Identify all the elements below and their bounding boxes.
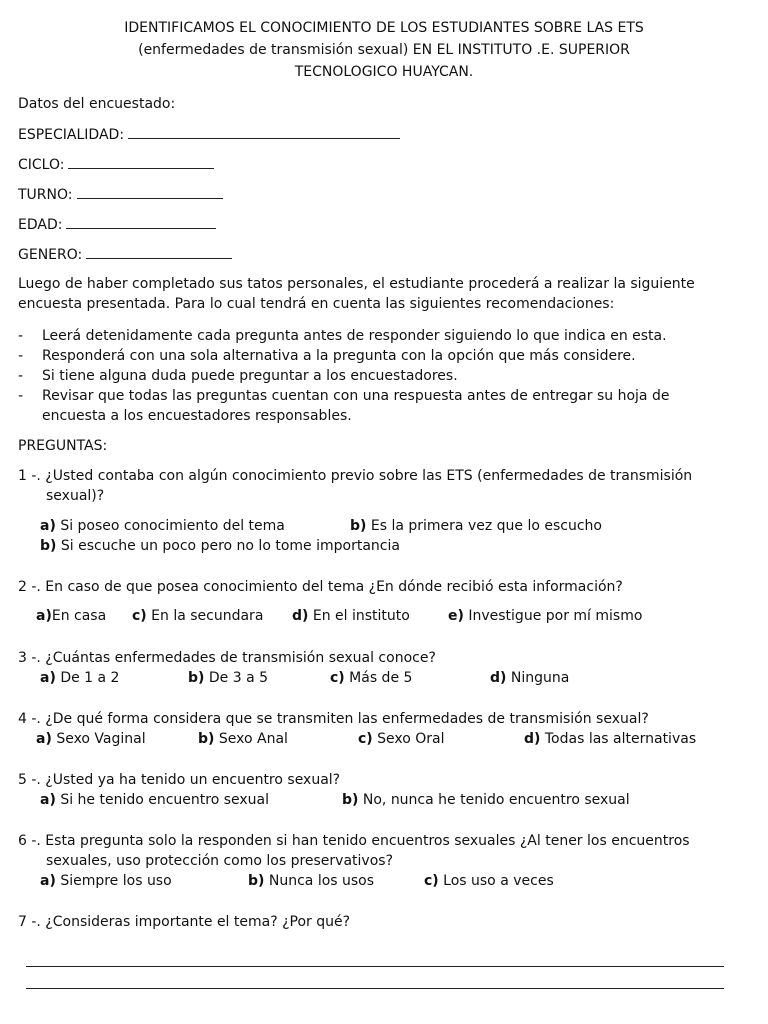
q6-option-c[interactable] (424, 871, 554, 891)
datos-heading: Datos del encuestado: (18, 96, 176, 112)
bullet-dash-2: - (18, 348, 24, 364)
q2-option-d-text: En el instituto (312, 608, 410, 624)
q2-option-a[interactable] (36, 606, 106, 626)
q3-option-c[interactable] (330, 668, 412, 688)
q2-option-d[interactable] (292, 606, 410, 626)
q4-option-c[interactable] (358, 729, 445, 749)
bullet-dash-3: - (18, 368, 24, 384)
q6-option-c-letter: c) (424, 873, 439, 889)
especialidad-row (18, 124, 400, 145)
q2-option-e-letter: e) (448, 608, 464, 624)
q6-option-a-letter: a) (40, 873, 56, 889)
q4-option-c-text: Sexo Oral (377, 731, 445, 747)
q6-option-c-text: Los uso a veces (443, 873, 554, 889)
q3-option-b[interactable] (188, 668, 268, 688)
q2-option-a-letter: a) (36, 608, 52, 624)
q4-option-a-letter: a) (36, 731, 52, 747)
especialidad-field[interactable] (128, 124, 400, 139)
title-line-2: (enfermedades de transmisión sexual) EN EL INSTITUTO .E. SUPERIOR (138, 42, 630, 58)
turno-field[interactable] (77, 184, 223, 199)
q4-option-d-text: Todas las alternativas (544, 731, 697, 747)
q6-option-a[interactable] (40, 871, 172, 891)
q2-option-a-text: En casa (51, 608, 107, 624)
q2-option-c[interactable] (132, 606, 263, 626)
ciclo-label: CICLO: (18, 157, 65, 173)
genero-field[interactable] (86, 244, 232, 259)
q1-option-a[interactable] (40, 516, 285, 536)
q4-option-d[interactable] (524, 729, 696, 749)
turno-row (18, 184, 223, 205)
bullet-dash-4: - (18, 388, 24, 404)
q1-line-2: sexual)? (46, 488, 105, 504)
q2-option-e[interactable] (448, 606, 642, 626)
q1-line-1: 1 -. ¿Usted contaba con algún conocimiento previo sobre las ETS (enfermedades de transmisión (18, 468, 693, 484)
title-line-3: TECNOLOGICO HUAYCAN. (294, 64, 474, 80)
q5-option-b[interactable] (342, 790, 630, 810)
q3-option-d-text: Ninguna (510, 670, 570, 686)
edad-label: EDAD: (18, 217, 63, 233)
intro-line-2: encuesta presentada. Para lo cual tendrá en cuenta las siguientes recomendaciones: (18, 296, 615, 312)
q2-option-c-letter: c) (132, 608, 147, 624)
q4-option-b-text: Sexo Anal (218, 731, 288, 747)
bullet-dash-1: - (18, 328, 24, 344)
q1-option-b-letter: b) (350, 518, 367, 534)
q2-option-d-letter: d) (292, 608, 309, 624)
q5-text: 5 -. ¿Usted ya ha tenido un encuentro sexual? (18, 772, 341, 788)
q5-option-a-text: Si he tenido encuentro sexual (60, 792, 270, 808)
q7-answer-line-1[interactable] (26, 966, 724, 967)
recomendacion-3: Si tiene alguna duda puede preguntar a los encuestadores. (42, 368, 458, 384)
edad-row (18, 214, 216, 235)
genero-label: GENERO: (18, 247, 83, 263)
recomendacion-4b: encuesta a los encuestadores responsables. (42, 408, 352, 424)
q3-text: 3 -. ¿Cuántas enfermedades de transmisión sexual conoce? (18, 650, 436, 666)
q6-option-b-text: Nunca los usos (268, 873, 375, 889)
title-line-1: IDENTIFICAMOS EL CONOCIMIENTO DE LOS ESTUDIANTES SOBRE LAS ETS (124, 20, 644, 36)
recomendacion-1: Leerá detenidamente cada pregunta antes de responder siguiendo lo que indica en esta. (42, 328, 667, 344)
q2-text: 2 -. En caso de que posea conocimiento del tema ¿En dónde recibió esta información? (18, 579, 623, 595)
q3-option-b-text: De 3 a 5 (208, 670, 269, 686)
q1-option-c-letter: b) (40, 538, 57, 554)
q5-option-b-text: No, nunca he tenido encuentro sexual (362, 792, 630, 808)
intro-line-1: Luego de haber completado sus tatos personales, el estudiante procederá a realizar la siguiente (18, 276, 695, 292)
q4-option-b-letter: b) (198, 731, 215, 747)
q2-option-c-text: En la secundara (151, 608, 264, 624)
recomendacion-2: Responderá con una sola alternativa a la pregunta con la opción que más considere. (42, 348, 636, 364)
q6-line-2: sexuales, uso protección como los preservativos? (46, 853, 393, 869)
q1-option-c-text: Si escuche un poco pero no lo tome importancia (60, 538, 400, 554)
recomendacion-4a: Revisar que todas las preguntas cuentan con una respuesta antes de entregar su hoja de (42, 388, 670, 404)
q6-option-a-text: Siempre los uso (60, 873, 172, 889)
q1-option-a-text: Si poseo conocimiento del tema (60, 518, 285, 534)
preguntas-heading: PREGUNTAS: (18, 438, 108, 454)
q5-option-b-letter: b) (342, 792, 359, 808)
q4-option-a-text: Sexo Vaginal (56, 731, 146, 747)
q3-option-d[interactable] (490, 668, 569, 688)
q7-text: 7 -. ¿Consideras importante el tema? ¿Por qué? (18, 914, 351, 930)
q4-text: 4 -. ¿De qué forma considera que se transmiten las enfermedades de transmisión sexual? (18, 711, 649, 727)
especialidad-label: ESPECIALIDAD: (18, 127, 125, 143)
q3-option-a-letter: a) (40, 670, 56, 686)
q4-option-b[interactable] (198, 729, 288, 749)
q1-option-b[interactable] (350, 516, 602, 536)
q3-option-a-text: De 1 a 2 (60, 670, 120, 686)
q3-option-c-text: Más de 5 (349, 670, 413, 686)
edad-field[interactable] (66, 214, 216, 229)
q1-option-a-letter: a) (40, 518, 56, 534)
q1-option-b-text: Es la primera vez que lo escucho (370, 518, 602, 534)
q4-option-c-letter: c) (358, 731, 373, 747)
turno-label: TURNO: (18, 187, 73, 203)
ciclo-row (18, 154, 214, 175)
q3-option-a[interactable] (40, 668, 119, 688)
q5-option-a[interactable] (40, 790, 269, 810)
q4-option-d-letter: d) (524, 731, 541, 747)
q6-option-b-letter: b) (248, 873, 265, 889)
q1-option-c[interactable] (40, 536, 400, 556)
ciclo-field[interactable] (68, 154, 214, 169)
q3-option-c-letter: c) (330, 670, 345, 686)
q6-option-b[interactable] (248, 871, 374, 891)
q4-option-a[interactable] (36, 729, 146, 749)
q2-option-e-text: Investigue por mí mismo (468, 608, 643, 624)
q3-option-d-letter: d) (490, 670, 507, 686)
q6-line-1: 6 -. Esta pregunta solo la responden si han tenido encuentros sexuales ¿Al tener los encuentros (18, 833, 690, 849)
q5-option-a-letter: a) (40, 792, 56, 808)
genero-row (18, 244, 232, 265)
q3-option-b-letter: b) (188, 670, 205, 686)
q7-answer-line-2[interactable] (26, 988, 724, 989)
